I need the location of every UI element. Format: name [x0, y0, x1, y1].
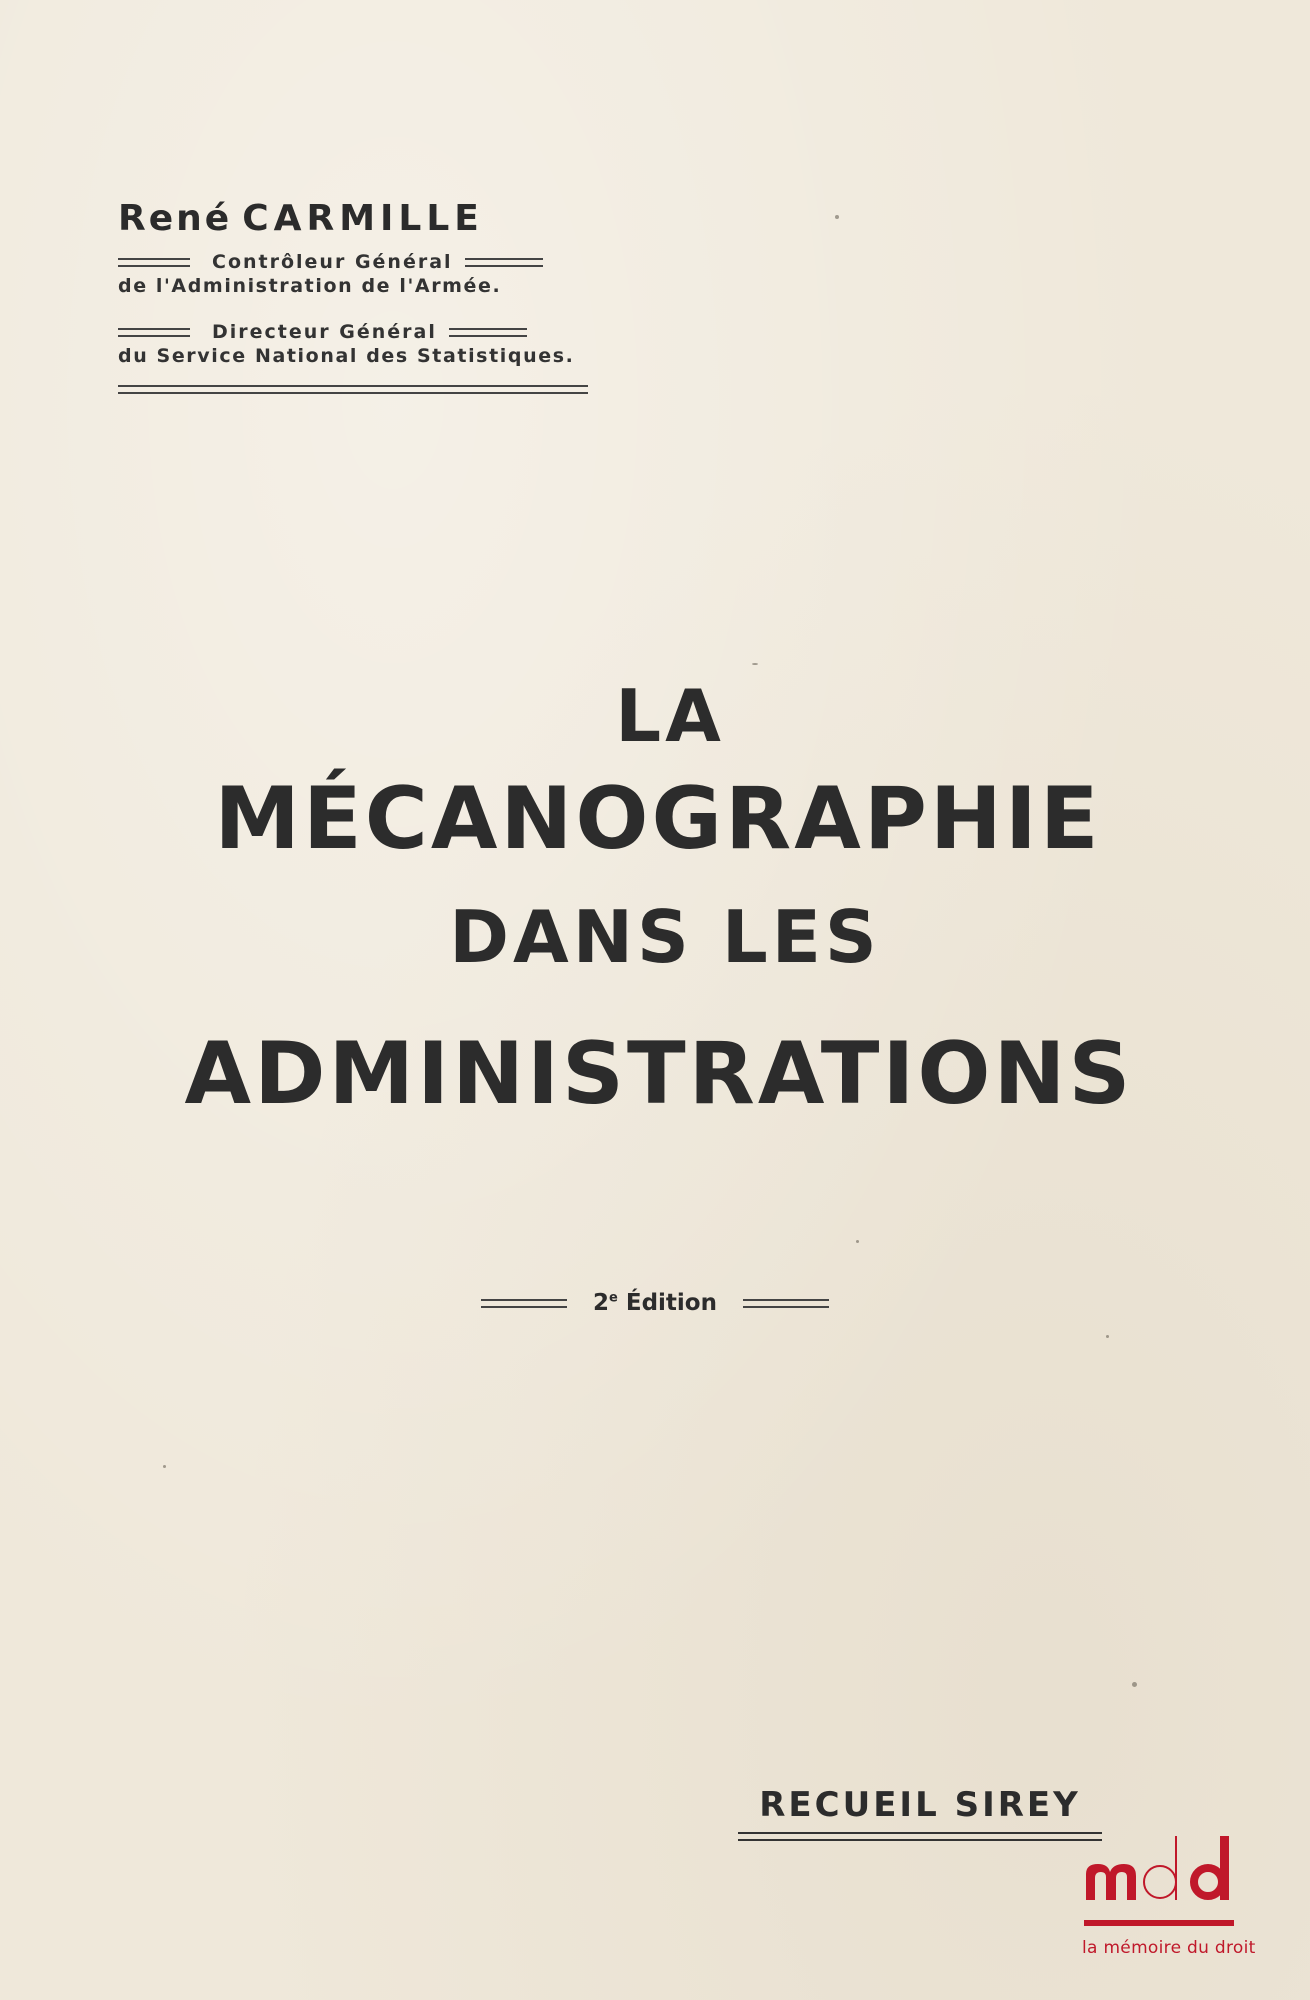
title-line-2: MÉCANOGRAPHIE	[214, 769, 1102, 869]
double-rule	[465, 258, 543, 267]
paper-speck	[1106, 1335, 1109, 1338]
author-name	[118, 198, 593, 239]
logo-rule	[1084, 1920, 1234, 1926]
publisher-name: RECUEIL SIREY	[759, 1785, 1081, 1825]
author-block	[118, 198, 593, 394]
title-line-1: LA	[615, 674, 725, 758]
double-rule	[743, 1299, 829, 1308]
role2-line2: du Service National des Statistiques.	[118, 345, 575, 367]
double-rule	[118, 328, 190, 337]
mdd-logo	[1080, 1830, 1280, 1990]
title-line-3: DANS LES	[449, 895, 881, 979]
edition-label	[593, 1290, 717, 1316]
author-first-name: René	[118, 198, 233, 239]
edition-number: 2	[593, 1290, 610, 1316]
logo-tagline: la mémoire du droit	[1082, 1938, 1256, 1958]
edition-word: Édition	[625, 1290, 717, 1316]
double-rule	[118, 258, 190, 267]
paper-speck	[752, 663, 758, 665]
author-last-name: CARMILLE	[242, 198, 484, 239]
role1-line2: de l'Administration de l'Armée.	[118, 275, 502, 297]
paper-speck	[163, 1465, 166, 1468]
role2-line1: Directeur Général	[212, 321, 437, 343]
author-bottom-rule	[118, 385, 588, 394]
logo-letter-d1-bowl	[1144, 1866, 1176, 1898]
title-line-4: ADMINISTRATIONS	[184, 1024, 1134, 1124]
role1-line1: Contrôleur Général	[212, 251, 453, 273]
paper-speck	[835, 215, 839, 219]
logo-letter-d2-stem	[1220, 1836, 1229, 1900]
edition-suffix: e	[609, 1290, 618, 1306]
paper-speck	[856, 1240, 859, 1243]
author-role-1-title	[118, 249, 593, 275]
double-rule	[449, 328, 527, 337]
paper-speck	[1132, 1682, 1137, 1687]
double-rule	[481, 1299, 567, 1308]
logo-letter-d2-bowl	[1194, 1868, 1222, 1896]
book-title	[0, 674, 1310, 1151]
author-role-2-title	[118, 319, 593, 345]
edition-line	[0, 1290, 1310, 1316]
logo-letter-m	[1086, 1864, 1136, 1900]
publisher-rule	[738, 1832, 1102, 1841]
